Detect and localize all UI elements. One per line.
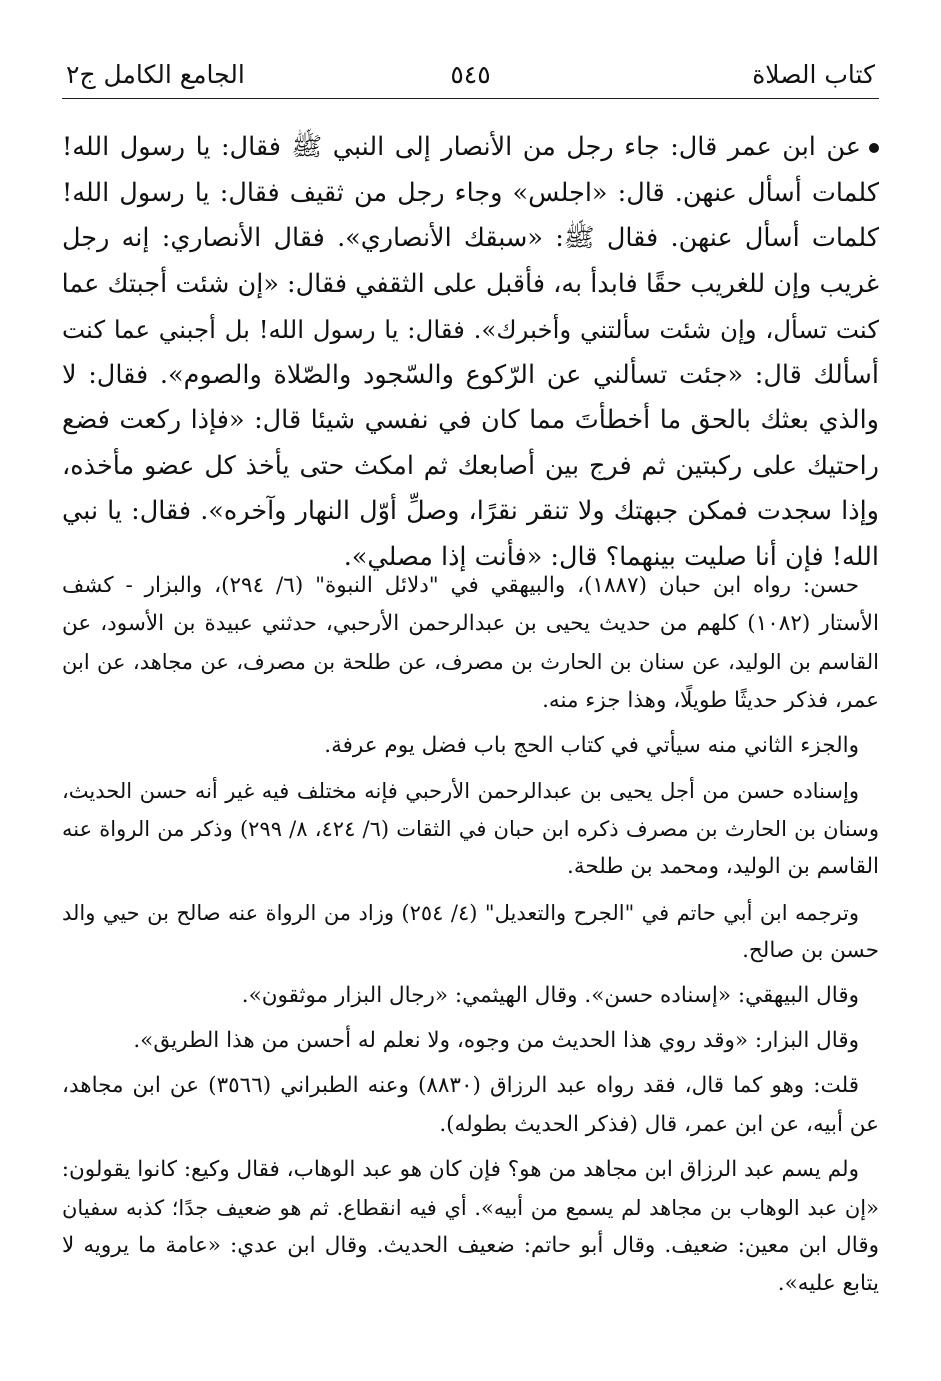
hadith-text bbox=[62, 125, 879, 580]
hadith-line: أسألك قال: «جئت تسألني عن الرّكوع والسّجود والصّلاة والصوم». فقال: لا bbox=[62, 359, 879, 390]
note-paragraph bbox=[62, 727, 879, 765]
note-paragraph bbox=[62, 1151, 879, 1304]
note-line: وقال ابن معين: ضعيف. وقال أبو حاتم: ضعيف الحديث. وقال ابن عدي: «عامة ما يرويه لا bbox=[62, 1233, 879, 1259]
note-paragraph bbox=[62, 977, 879, 1015]
note-line: وترجمه ابن أبي حاتم في "الجرح والتعديل" (٤/ ٢٥٤) وزاد من الرواة عنه صالح بن حيي والد bbox=[62, 900, 859, 925]
note-line: وقال البيهقي: «إسناده حسن». وقال الهيثمي: «رجال البزار موثقون». bbox=[241, 983, 859, 1009]
note-paragraph bbox=[62, 567, 879, 720]
hadith-line: كلمات أسأل عنهن. قال: «اجلس» وجاء رجل من ثقيف فقال: يا رسول الله! bbox=[62, 177, 879, 208]
note-line: القاسم بن الوليد، ومحمد بن طلحة. bbox=[566, 854, 879, 880]
note-paragraph bbox=[62, 894, 879, 970]
note-line: الأستار (١٠٨٢) كلهم من حديث يحيى بن عبدالرحمن الأرحبي، حدثني عبيدة بن الأسود، عن bbox=[62, 611, 879, 637]
page-number: ٥٤٥ bbox=[450, 60, 491, 89]
note-line: ولم يسم عبد الرزاق ابن مجاهد من هو؟ فإن كان هو عبد الوهاب، فقال وكيع: كانوا يقولون: bbox=[61, 1156, 859, 1182]
note-line: يتابع عليه». bbox=[777, 1271, 879, 1297]
hadith-line: الله! فإن أنا صليت بينهما؟ قال: «فأنت إذا مصلي». bbox=[343, 541, 879, 572]
note-line: والجزء الثاني منه سيأتي في كتاب الحج باب فضل يوم عرفة. bbox=[324, 732, 859, 758]
chapter-title: كتاب الصلاة bbox=[752, 60, 875, 89]
note-line: عن أبيه، عن ابن عمر، قال (فذكر الحديث بطوله). bbox=[439, 1111, 879, 1137]
note-paragraph bbox=[62, 1067, 879, 1143]
note-paragraph bbox=[62, 772, 879, 887]
hadith-line: كلمات أسأل عنهن. فقال ﷺ: «سبقك الأنصاري». فقال الأنصاري: إنه رجل bbox=[62, 223, 879, 253]
hadith-line: عن ابن عمر قال: جاء رجل من الأنصار إلى النبي ﷺ فقال: يا رسول الله! bbox=[62, 125, 879, 171]
hadith-line: والذي بعثك بالحق ما أخطأتَ مما كان في نفسي شيئا قال: «فإذا ركعت فضع bbox=[62, 405, 879, 435]
note-line: وقال البزار: «وقد روي هذا الحديث من وجوه، ولا نعلم له أحسن من هذا الطريق». bbox=[133, 1028, 859, 1054]
note-paragraph bbox=[62, 1022, 879, 1060]
note-line: وإسناده حسن من أجل يحيى بن عبدالرحمن الأرحبي فإنه مختلف فيه غير أنه حسن الحديث، bbox=[62, 779, 859, 804]
commentary bbox=[62, 567, 879, 1311]
note-line: قلت: وهو كما قال، فقد رواه عبد الرزاق (٨٨٣٠) وعنه الطبراني (٣٥٦٦) عن ابن مجاهد، bbox=[62, 1073, 859, 1099]
note-line: حسن بن صالح. bbox=[742, 937, 879, 963]
note-line: وسنان بن الحارث بن مصرف ذكره ابن حبان في الثقات (٦/ ٤٢٤، ٨/ ٢٩٩) وذكر من الرواة عنه bbox=[62, 817, 880, 842]
note-line: عمر، فذكر حديثًا طويلًا، وهذا جزء منه. bbox=[542, 687, 879, 713]
book-title: الجامع الكامل ج٢ bbox=[66, 60, 245, 89]
page-header bbox=[62, 52, 879, 99]
note-line: القاسم بن الوليد، عن سنان بن الحارث بن مصرف، عن طلحة بن مصرف، عن مجاهد، عن ابن bbox=[62, 650, 879, 675]
hadith-line: وإذا سجدت فمكن جبهتك ولا تنقر نقرًا، وصلِّ أوّل النهار وآخره». فقال: يا نبي bbox=[62, 496, 879, 526]
hadith-line: راحتيك على ركبتين ثم فرج بين أصابعك ثم امكث حتى يأخذ كل عضو مأخذه، bbox=[62, 450, 879, 481]
note-line: حسن: رواه ابن حبان (١٨٨٧)، والبيهقي في "دلائل النبوة" (٦/ ٢٩٤)، والبزار - كشف bbox=[62, 573, 859, 598]
hadith-line: كنت تسأل، وإن شئت سألتني وأخبرك». فقال: يا رسول الله! بل أجبني عما كنت bbox=[62, 315, 879, 344]
note-line: «إن عبد الوهاب بن مجاهد لم يسمع من أبيه». أي فيه انقطاع. ثم هو ضعيف جدًا؛ كذبه سفيان bbox=[62, 1196, 879, 1221]
bullet-icon bbox=[869, 143, 879, 153]
hadith-line: غريب وإن للغريب حقًا فابدأ به، فأقبل على الثقفي فقال: «إن شئت أجبتك عما bbox=[61, 268, 879, 299]
